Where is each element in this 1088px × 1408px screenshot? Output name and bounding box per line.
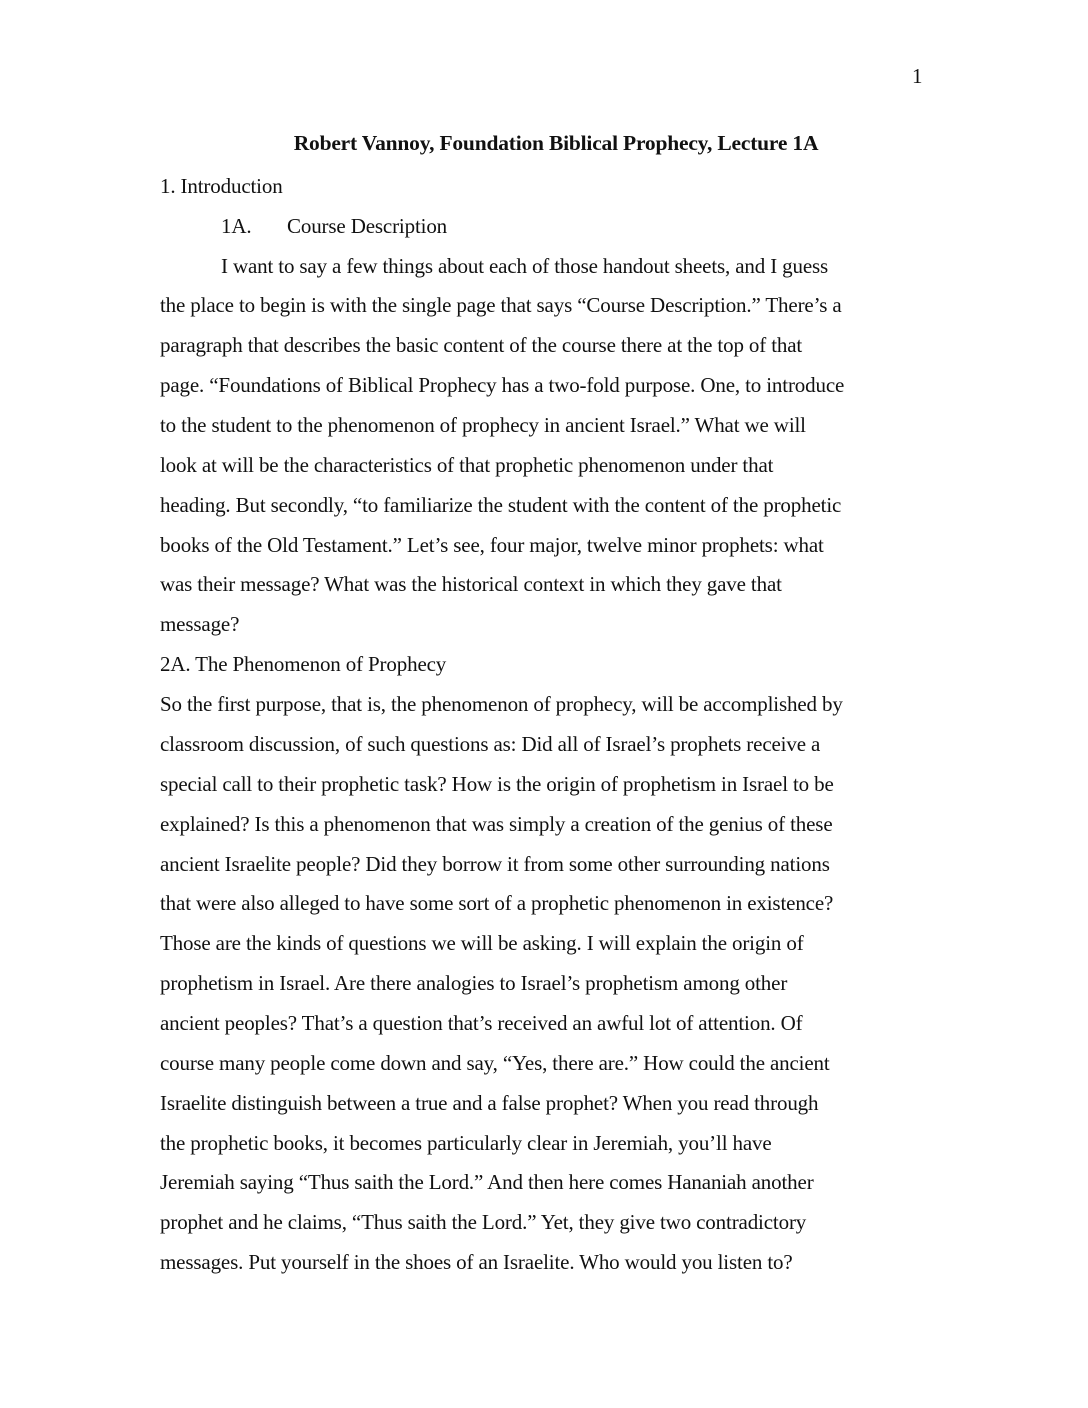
paragraph-line: paragraph that describes the basic content of the course there at the top of that	[160, 333, 803, 357]
paragraph-line: was their message? What was the historical context in which they gave that	[160, 572, 782, 596]
paragraph-line: the prophetic books, it becomes particularly clear in Jeremiah, you’ll have	[160, 1131, 772, 1155]
subsection-heading-course-description	[221, 212, 447, 240]
subsection-number: 1A.	[221, 214, 252, 238]
paragraph-line: Those are the kinds of questions we will be asking. I will explain the origin of	[160, 931, 804, 955]
paragraph-line: special call to their prophetic task? How is the origin of prophetism in Israel to be	[160, 772, 834, 796]
paragraph-line: the place to begin is with the single page that says “Course Description.” There’s a	[160, 293, 842, 317]
page-number: 1	[912, 64, 923, 88]
paragraph-line: page. “Foundations of Biblical Prophecy has a two-fold purpose. One, to introduce	[160, 373, 845, 397]
paragraph-line: messages. Put yourself in the shoes of an Israelite. Who would you listen to?	[160, 1250, 793, 1274]
paragraph-line: explained? Is this a phenomenon that was simply a creation of the genius of these	[160, 812, 833, 836]
paragraph-line: ancient peoples? That’s a question that’s received an awful lot of attention. Of	[160, 1011, 803, 1035]
paragraph-line: Israelite distinguish between a true and a false prophet? When you read through	[160, 1091, 819, 1115]
paragraph-line: heading. But secondly, “to familiarize the student with the content of the prophetic	[160, 493, 842, 517]
document-title: Robert Vannoy, Foundation Biblical Prophecy, Lecture 1A	[293, 131, 819, 155]
paragraph-line: I want to say a few things about each of those handout sheets, and I guess	[221, 254, 829, 278]
section-heading-phenomenon-of-prophecy: 2A. The Phenomenon of Prophecy	[160, 652, 447, 676]
paragraph-line: classroom discussion, of such questions as: Did all of Israel’s prophets receive a	[160, 732, 821, 756]
paragraph-line: So the first purpose, that is, the phenomenon of prophecy, will be accomplished by	[160, 692, 843, 716]
paragraph-line: Jeremiah saying “Thus saith the Lord.” And then here comes Hananiah another	[160, 1170, 814, 1194]
paragraph-line: look at will be the characteristics of that prophetic phenomenon under that	[160, 453, 774, 477]
paragraph-line: prophetism in Israel. Are there analogies to Israel’s prophetism among other	[160, 971, 788, 995]
paragraph-line: that were also alleged to have some sort of a prophetic phenomenon in existence?	[160, 891, 834, 915]
subsection-title: Course Description	[287, 214, 448, 238]
paragraph-line: to the student to the phenomenon of prophecy in ancient Israel.” What we will	[160, 413, 806, 437]
section-heading-introduction: 1. Introduction	[160, 174, 283, 198]
paragraph-line: prophet and he claims, “Thus saith the Lord.” Yet, they give two contradictory	[160, 1210, 807, 1234]
paragraph-line: course many people come down and say, “Yes, there are.” How could the ancient	[160, 1051, 830, 1075]
paragraph-line: books of the Old Testament.” Let’s see, four major, twelve minor prophets: what	[160, 533, 824, 557]
paragraph-line: message?	[160, 612, 240, 636]
paragraph-line: ancient Israelite people? Did they borrow it from some other surrounding nations	[160, 852, 830, 876]
